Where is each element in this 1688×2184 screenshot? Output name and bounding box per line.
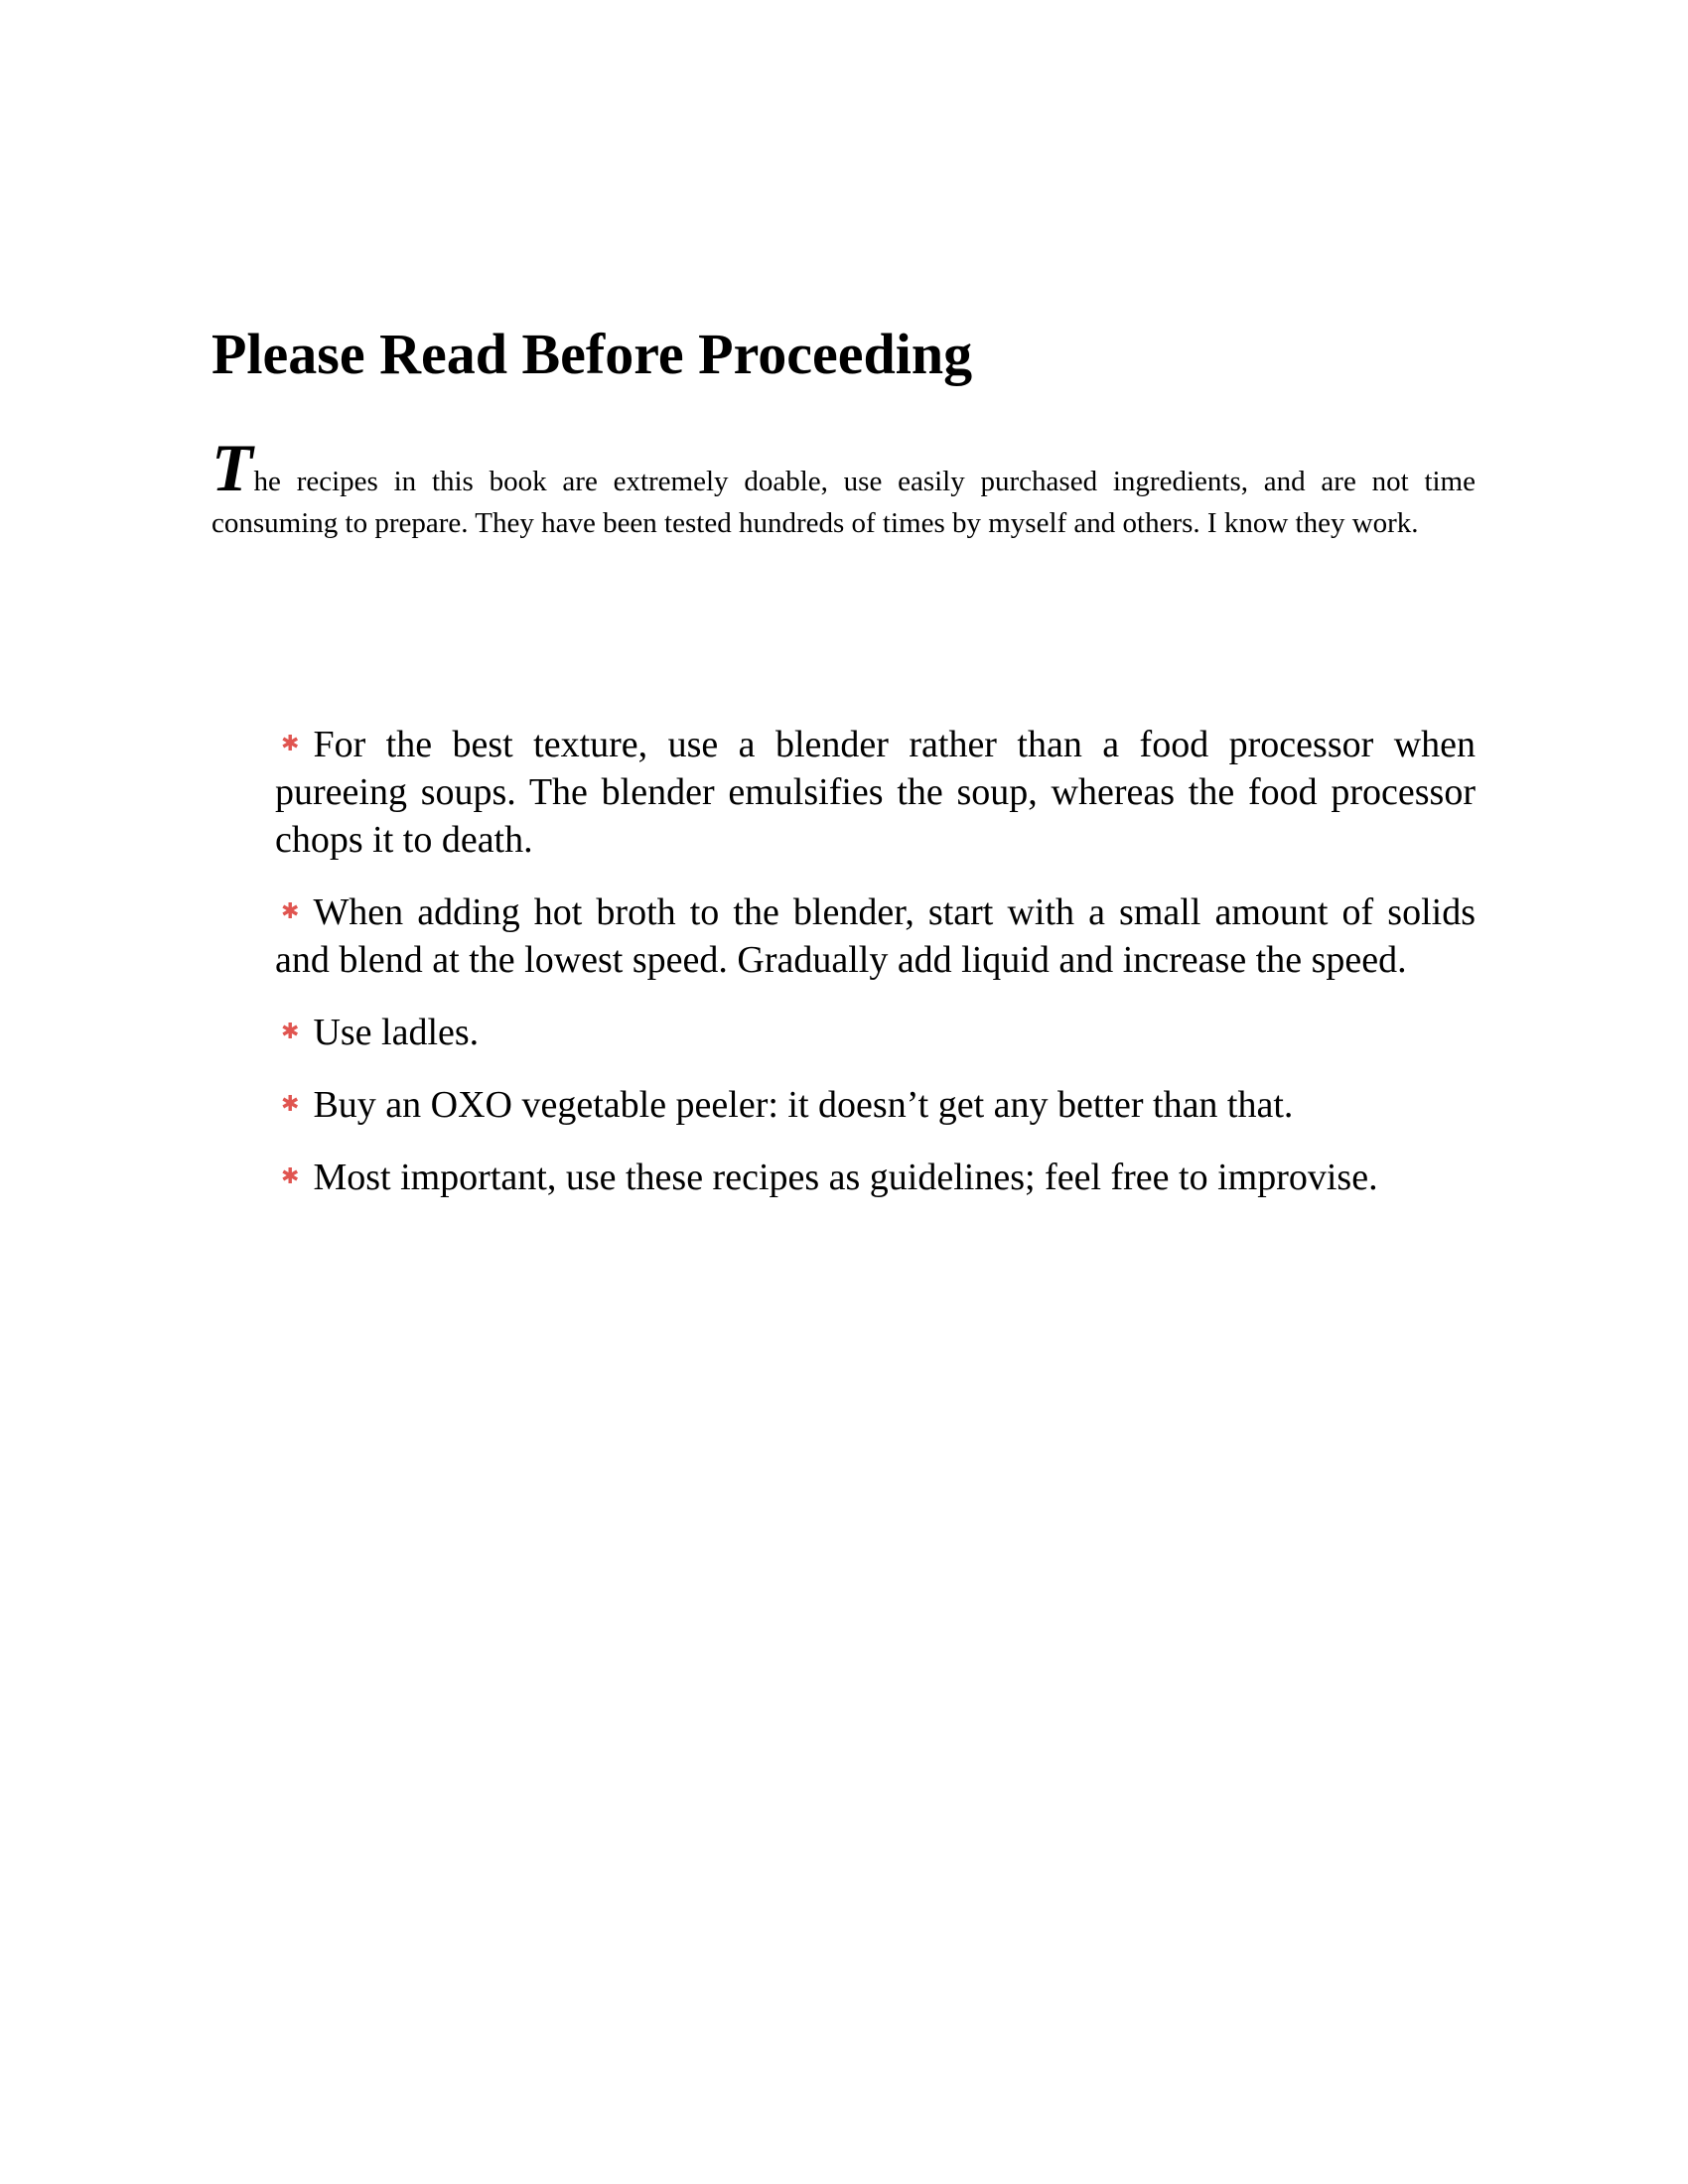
star-icon: ✱ xyxy=(281,899,300,924)
list-item xyxy=(275,1009,1476,1056)
tip-text: For the best texture, use a blender rather than a food processor when pureeing soups. The blender emulsifies the soup, whereas the food processor chops it to death. xyxy=(275,724,1476,861)
star-icon: ✱ xyxy=(281,732,300,756)
tips-list xyxy=(275,721,1476,1226)
tip-text: Buy an OXO vegetable peeler: it doesn’t get any better than that. xyxy=(313,1084,1294,1126)
star-icon: ✱ xyxy=(281,1092,300,1117)
list-item xyxy=(275,721,1476,864)
tip-text: Most important, use these recipes as guidelines; feel free to improvise. xyxy=(313,1157,1378,1198)
star-icon: ✱ xyxy=(281,1164,300,1189)
tip-text: When adding hot broth to the blender, start with a small amount of solids and blend at the lowest speed. Gradually add liquid and increase the speed. xyxy=(275,891,1476,981)
list-item xyxy=(275,1081,1476,1129)
list-item xyxy=(275,1154,1476,1201)
intro-text: he recipes in this book are extremely doable, use easily purchased ingredients, and are not time consuming to prepare. They have been tested hundreds of times by myself and others. I know they work. xyxy=(211,466,1476,539)
tip-text: Use ladles. xyxy=(313,1012,480,1053)
intro-paragraph xyxy=(211,430,1476,544)
drop-cap: T xyxy=(211,430,253,505)
list-item xyxy=(275,888,1476,984)
star-icon: ✱ xyxy=(281,1020,300,1044)
page-title: Please Read Before Proceeding xyxy=(211,322,973,386)
